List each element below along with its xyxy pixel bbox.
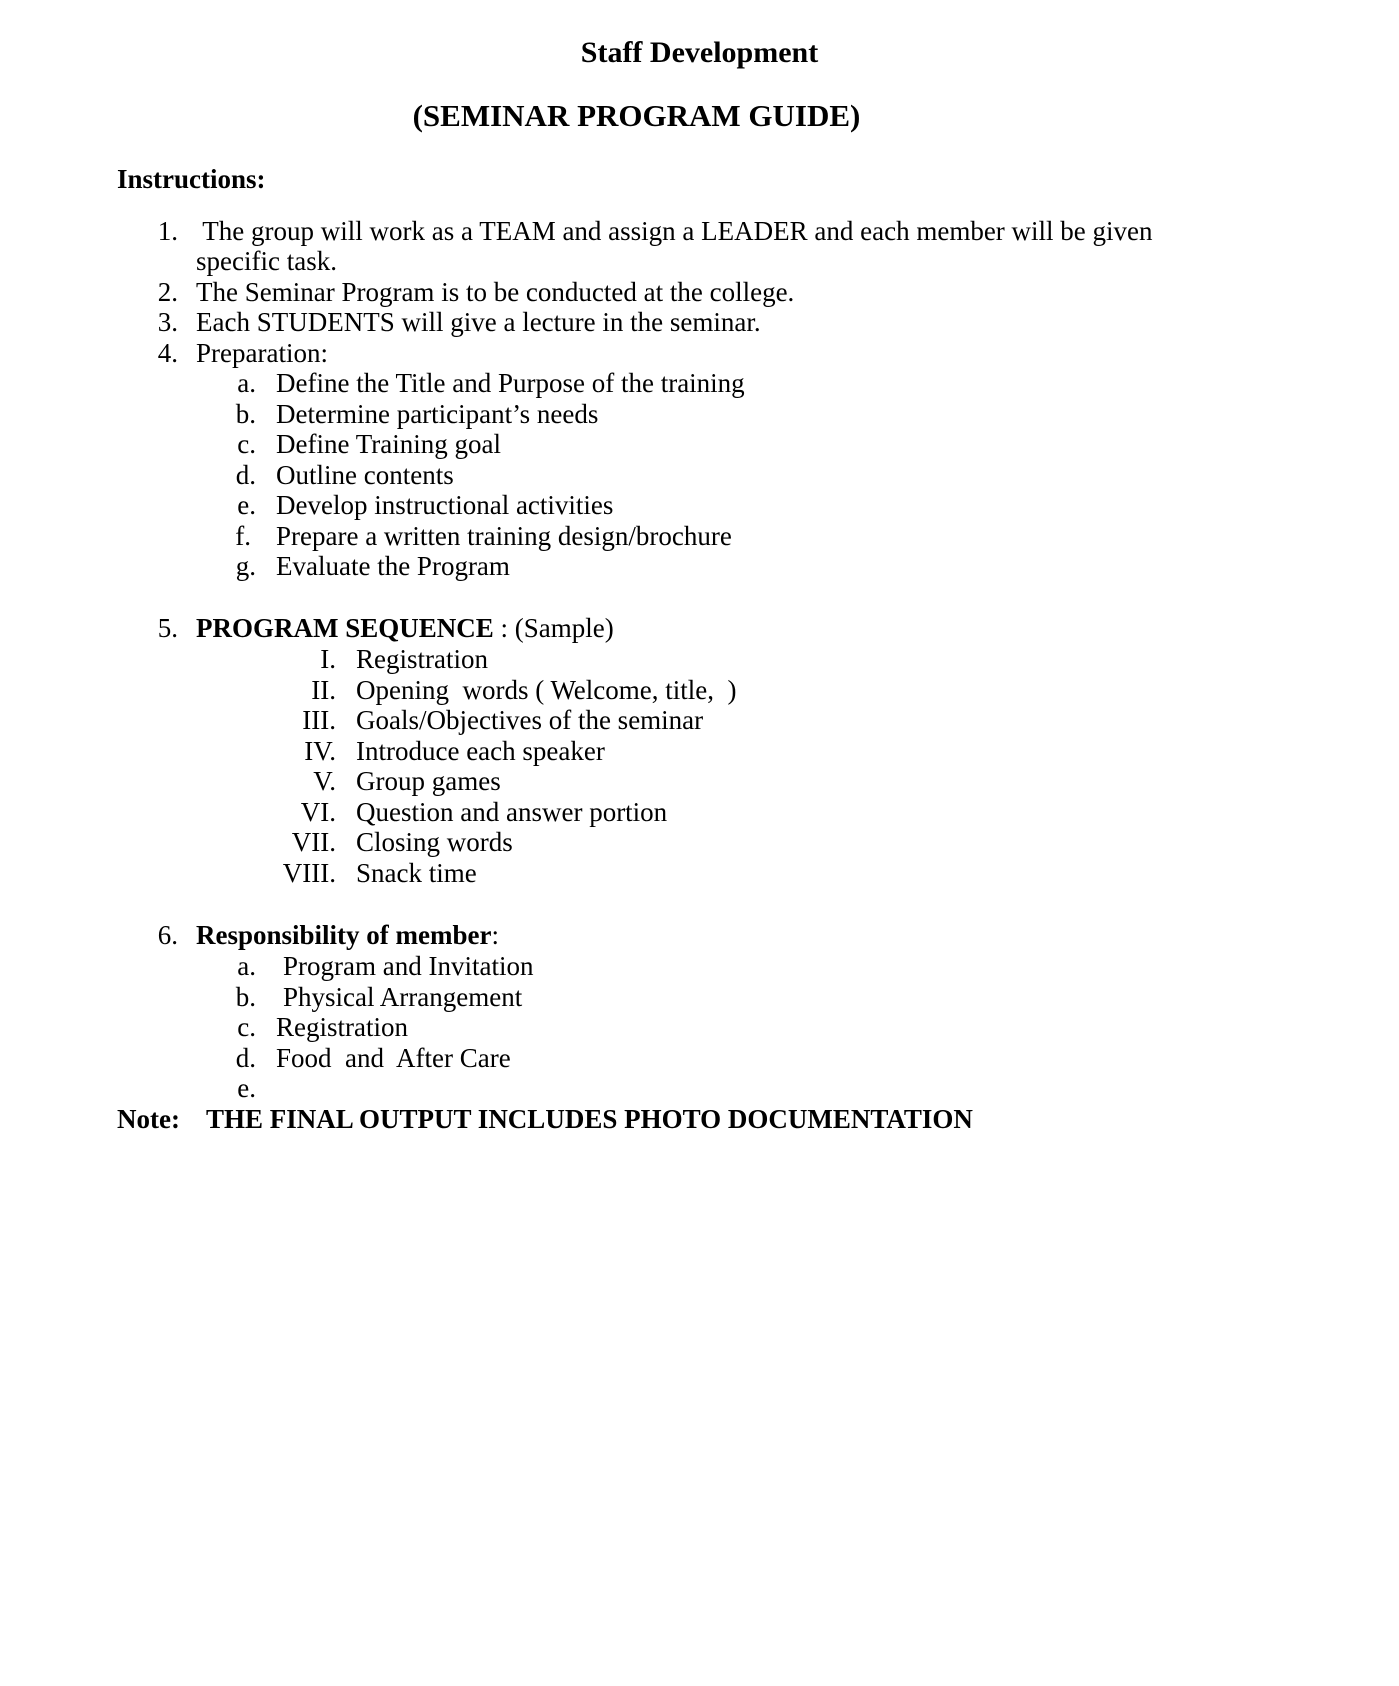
sequence-item: Snack time <box>356 858 477 888</box>
item-number: 1. <box>157 216 178 246</box>
note-label: Note: <box>117 1104 180 1134</box>
note-text: THE FINAL OUTPUT INCLUDES PHOTO DOCUMENTATION <box>206 1104 973 1134</box>
list-marker: b. <box>235 982 256 1012</box>
item-text: Each STUDENTS will give a lecture in the seminar. <box>196 307 761 337</box>
item-number: 4. <box>157 338 178 368</box>
sequence-item: Introduce each speaker <box>356 736 605 766</box>
list-marker: c. <box>237 1012 256 1042</box>
item-text: Preparation: <box>196 338 328 368</box>
document-subtitle: (SEMINAR PROGRAM GUIDE) <box>412 98 861 133</box>
item-text: The Seminar Program is to be conducted at the college. <box>196 277 795 307</box>
roman-marker: VI. <box>300 797 336 827</box>
list-marker: b. <box>235 399 256 429</box>
list-item: Develop instructional activities <box>276 490 614 520</box>
sequence-item: Goals/Objectives of the seminar <box>356 705 704 735</box>
list-marker: d. <box>235 460 256 490</box>
responsibility-suffix: : <box>491 920 499 950</box>
roman-marker: V. <box>313 766 336 796</box>
responsibility-heading <box>196 922 499 949</box>
instructions-heading: Instructions: <box>117 164 266 194</box>
sequence-item: Closing words <box>356 827 513 857</box>
responsibility-title: Responsibility of member <box>196 920 492 950</box>
list-marker: d. <box>235 1043 256 1073</box>
list-item: Outline contents <box>276 460 454 490</box>
program-sequence-suffix: : (Sample) <box>493 613 614 643</box>
list-marker: e. <box>237 490 256 520</box>
list-item: Program and Invitation <box>283 951 534 981</box>
roman-marker: IV. <box>304 736 336 766</box>
roman-marker: VII. <box>291 827 336 857</box>
list-item: Determine participant’s needs <box>276 399 599 429</box>
list-marker: f. <box>235 521 251 551</box>
roman-marker: I. <box>320 644 336 674</box>
program-sequence-title: PROGRAM SEQUENCE <box>196 613 494 643</box>
roman-marker: VIII. <box>282 858 336 888</box>
item-number: 5. <box>157 613 178 643</box>
item-number: 2. <box>157 277 178 307</box>
list-marker: g. <box>235 551 256 581</box>
list-marker: e. <box>237 1073 256 1103</box>
document-title: Staff Development <box>580 36 819 69</box>
program-sequence-heading <box>196 615 614 642</box>
sequence-item: Group games <box>356 766 501 796</box>
roman-marker: II. <box>311 675 336 705</box>
list-item: Define Training goal <box>276 429 501 459</box>
list-item: Prepare a written training design/brochure <box>276 521 732 551</box>
list-marker: c. <box>237 429 256 459</box>
sequence-item: Opening words ( Welcome, title, ) <box>356 675 737 705</box>
item-text-continued: specific task. <box>196 246 337 276</box>
list-item: Registration <box>276 1012 408 1042</box>
list-item: Physical Arrangement <box>283 982 523 1012</box>
list-marker: a. <box>237 368 256 398</box>
list-item: Define the Title and Purpose of the training <box>276 368 745 398</box>
roman-marker: III. <box>302 705 336 735</box>
item-number: 6. <box>157 920 178 950</box>
list-marker: a. <box>237 951 256 981</box>
list-item: Food and After Care <box>276 1043 511 1073</box>
item-number: 3. <box>157 307 178 337</box>
sequence-item: Question and answer portion <box>356 797 668 827</box>
sequence-item: Registration <box>356 644 488 674</box>
list-item: Evaluate the Program <box>276 551 510 581</box>
item-text: The group will work as a TEAM and assign a LEADER and each member will be given <box>196 216 1153 246</box>
